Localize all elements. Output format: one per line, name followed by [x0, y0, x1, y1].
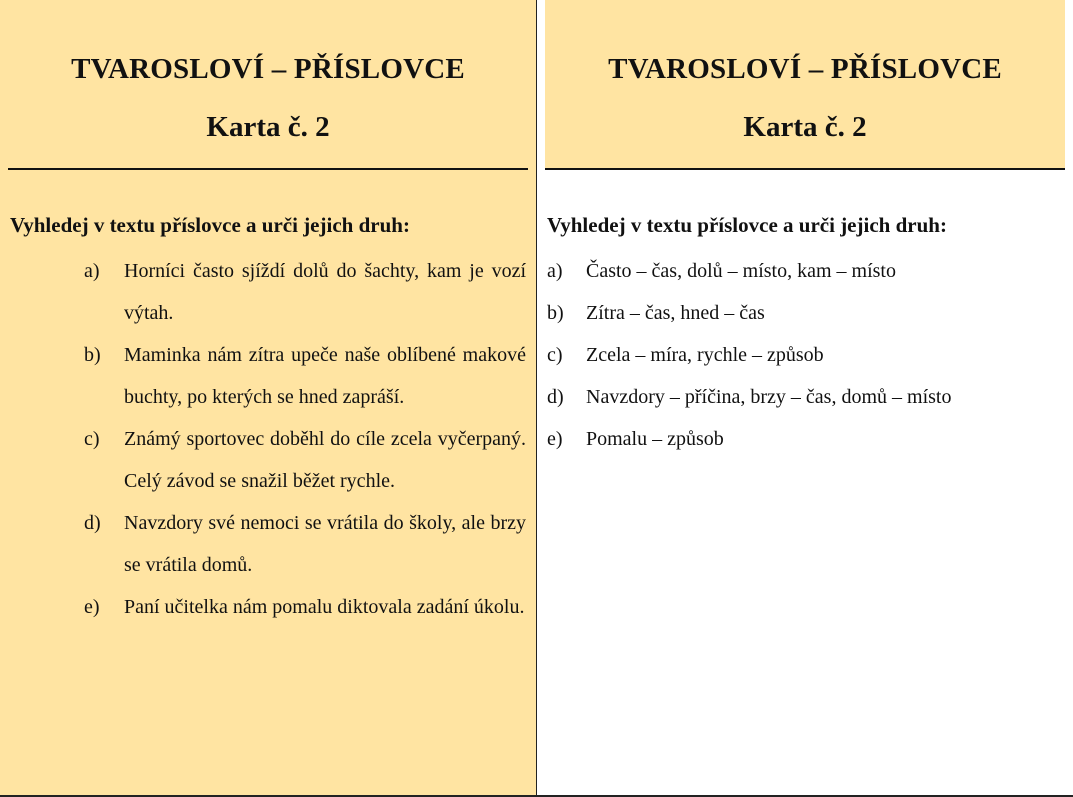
answer-list	[547, 250, 1057, 460]
question-letter: c)	[84, 428, 100, 450]
question-item	[84, 334, 526, 418]
answer-letter: e)	[547, 428, 563, 450]
question-letter: e)	[84, 596, 100, 618]
question-text: Horníci často sjíždí dolů do šachty, kam je vozí výtah.	[124, 260, 526, 324]
answer-text: Zítra – čas, hned – čas	[586, 302, 765, 324]
question-text: Maminka nám zítra upeče naše oblíbené makové buchty, po kterých se hned zapráší.	[124, 344, 526, 408]
answer-item	[547, 292, 1057, 334]
instruction-text: Vyhledej v textu příslovce a urči jejich druh:	[10, 213, 410, 237]
question-item	[84, 418, 526, 502]
card-title: TVAROSLOVÍ – PŘÍSLOVCE	[608, 53, 1002, 85]
answer-letter: d)	[547, 386, 564, 408]
question-text: Paní učitelka nám pomalu diktovala zadání úkolu.	[124, 596, 525, 618]
question-text: Navzdory své nemoci se vrátila do školy, ale brzy se vrátila domů.	[124, 512, 526, 576]
answer-letter: c)	[547, 344, 563, 366]
question-item	[84, 250, 526, 334]
card-number: Karta č. 2	[743, 111, 867, 143]
question-letter: d)	[84, 512, 101, 534]
card-header	[545, 0, 1065, 170]
instruction-text: Vyhledej v textu příslovce a urči jejich druh:	[547, 213, 947, 237]
answer-text: Zcela – míra, rychle – způsob	[586, 344, 824, 366]
answer-item	[547, 376, 1057, 418]
card-header	[8, 0, 528, 170]
card-title: TVAROSLOVÍ – PŘÍSLOVCE	[71, 53, 465, 85]
answer-item	[547, 334, 1057, 376]
question-item	[84, 502, 526, 586]
answer-item	[547, 418, 1057, 460]
card-number: Karta č. 2	[206, 111, 330, 143]
answer-text: Často – čas, dolů – místo, kam – místo	[586, 260, 896, 282]
answer-item	[547, 250, 1057, 292]
question-letter: b)	[84, 344, 101, 366]
answer-text: Pomalu – způsob	[586, 428, 724, 450]
question-letter: a)	[84, 260, 100, 282]
question-card	[0, 0, 536, 797]
question-list	[84, 250, 526, 628]
answer-text: Navzdory – příčina, brzy – čas, domů – místo	[586, 386, 952, 408]
answer-card	[537, 0, 1073, 797]
question-item	[84, 586, 526, 628]
answer-letter: b)	[547, 302, 564, 324]
question-text: Známý sportovec doběhl do cíle zcela vyčerpaný. Celý závod se snažil běžet rychle.	[124, 428, 526, 492]
answer-letter: a)	[547, 260, 563, 282]
